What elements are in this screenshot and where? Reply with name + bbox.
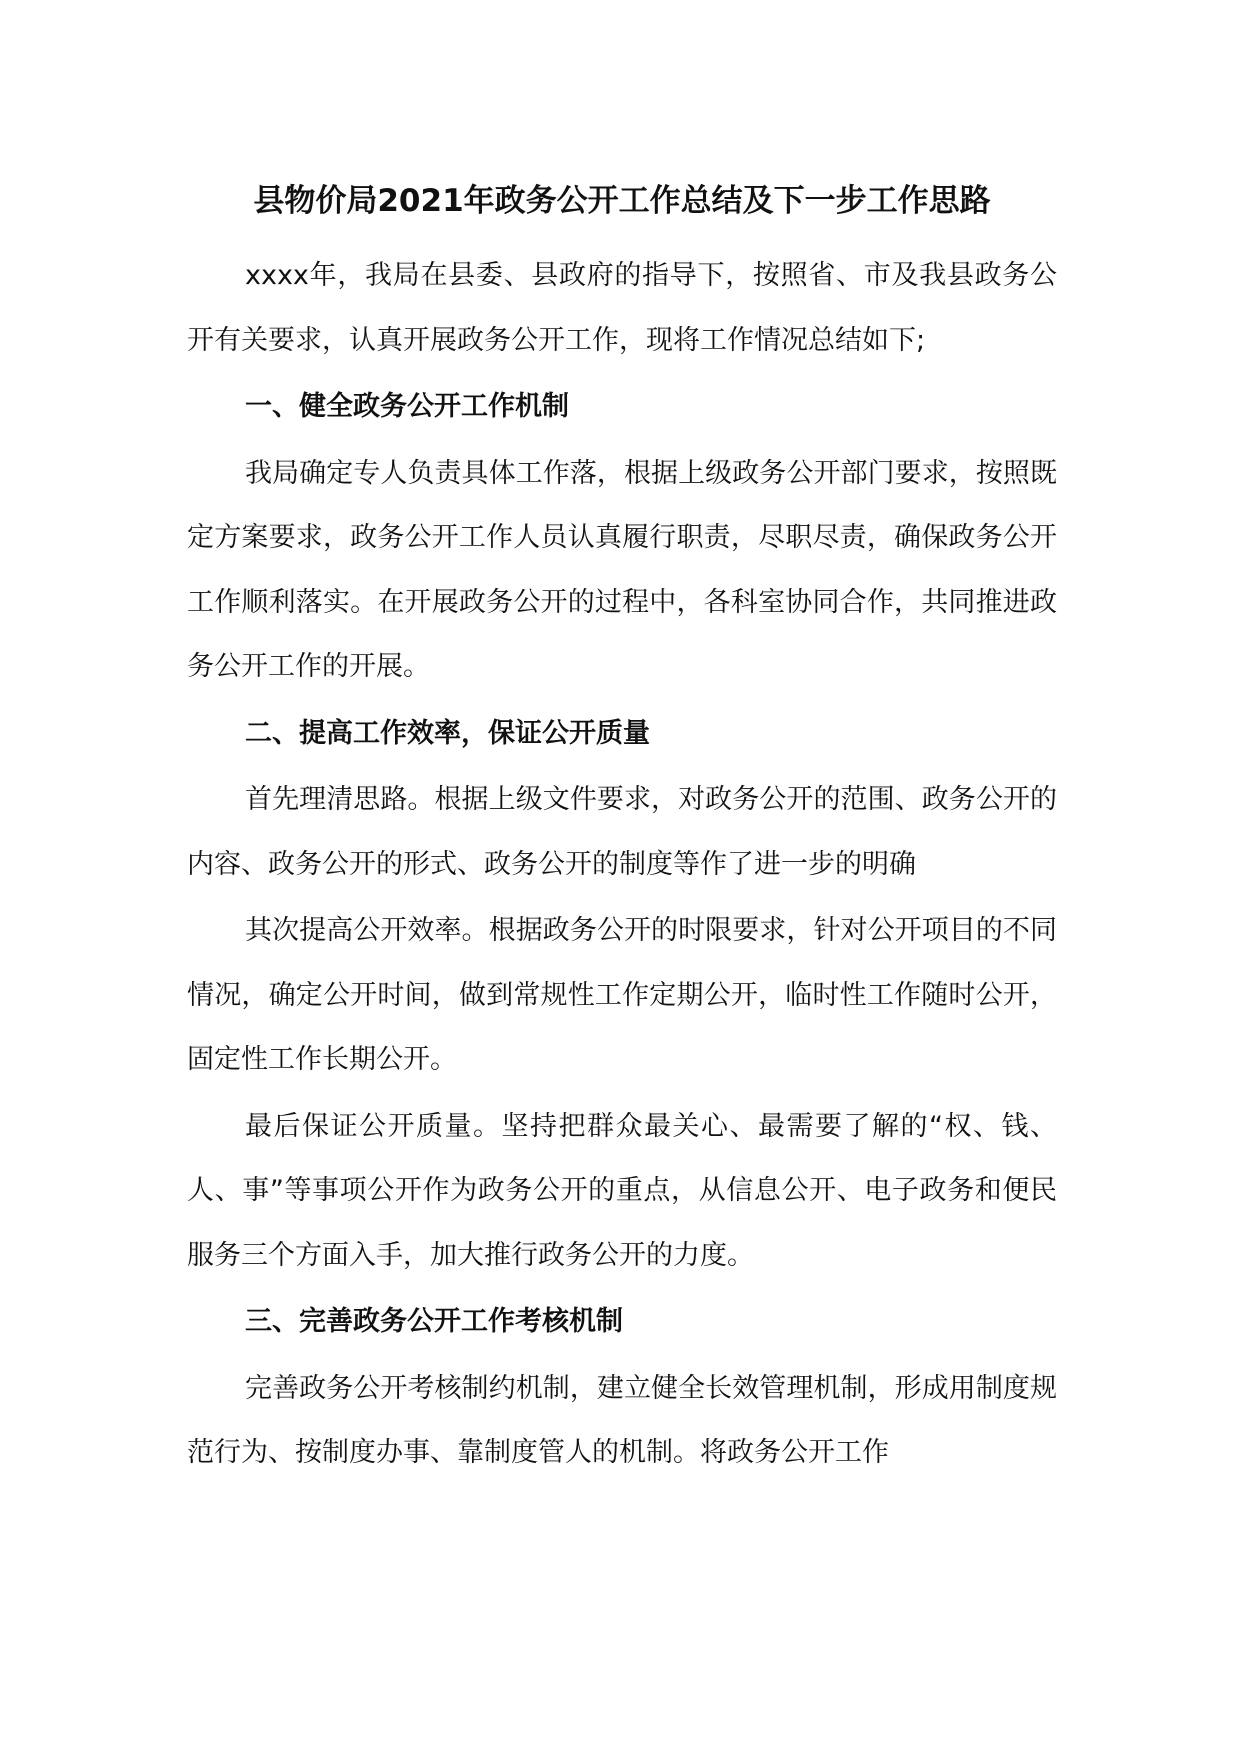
- page-title: 县物价局2021年政务公开工作总结及下一步工作思路: [253, 183, 991, 219]
- section-3-paragraph-1: 完善政务公开考核制约机制，建立健全长效管理机制，形成用制度规范行为、按制度办事、靠制度管人的机制。将政务公开工作: [187, 1372, 1057, 1468]
- section-2-paragraph-3: 最后保证公开质量。坚持把群众最关心、最需要了解的“权、钱、人、事”等事项公开作为政务公开的重点，从信息公开、电子政务和便民服务三个方面入手，加大推行政务公开的力度。: [187, 1110, 1057, 1271]
- document-body: [187, 170, 1057, 1488]
- section-2-paragraph-2: 其次提高公开效率。根据政务公开的时限要求，针对公开项目的不同情况，确定公开时间，做到常规性工作定期公开，临时性工作随时公开，固定性工作长期公开。: [187, 915, 1057, 1075]
- section-2-paragraph-1: 首先理清思路。根据上级文件要求，对政务公开的范围、政务公开的内容、政务公开的形式、政务公开的制度等作了进一步的明确: [187, 784, 1057, 880]
- section-1-paragraph-1: 我局确定专人负责具体工作落，根据上级政务公开部门要求，按照既定方案要求，政务公开工作人员认真履行职责，尽职尽责，确保政务公开工作顺利落实。在开展政务公开的过程中，各科室协同合作，共同推进政务公开工作的开展。: [187, 457, 1057, 682]
- section-heading-3: 三、完善政务公开工作考核机制: [245, 1306, 623, 1337]
- intro-paragraph: xxxx年，我局在县委、县政府的指导下，按照省、市及我县政务公开有关要求，认真开展政务公开工作，现将工作情况总结如下;: [187, 260, 1057, 356]
- section-heading-2: 二、提高工作效率，保证公开质量: [245, 717, 650, 749]
- section-heading-1: 一、健全政务公开工作机制: [245, 391, 569, 422]
